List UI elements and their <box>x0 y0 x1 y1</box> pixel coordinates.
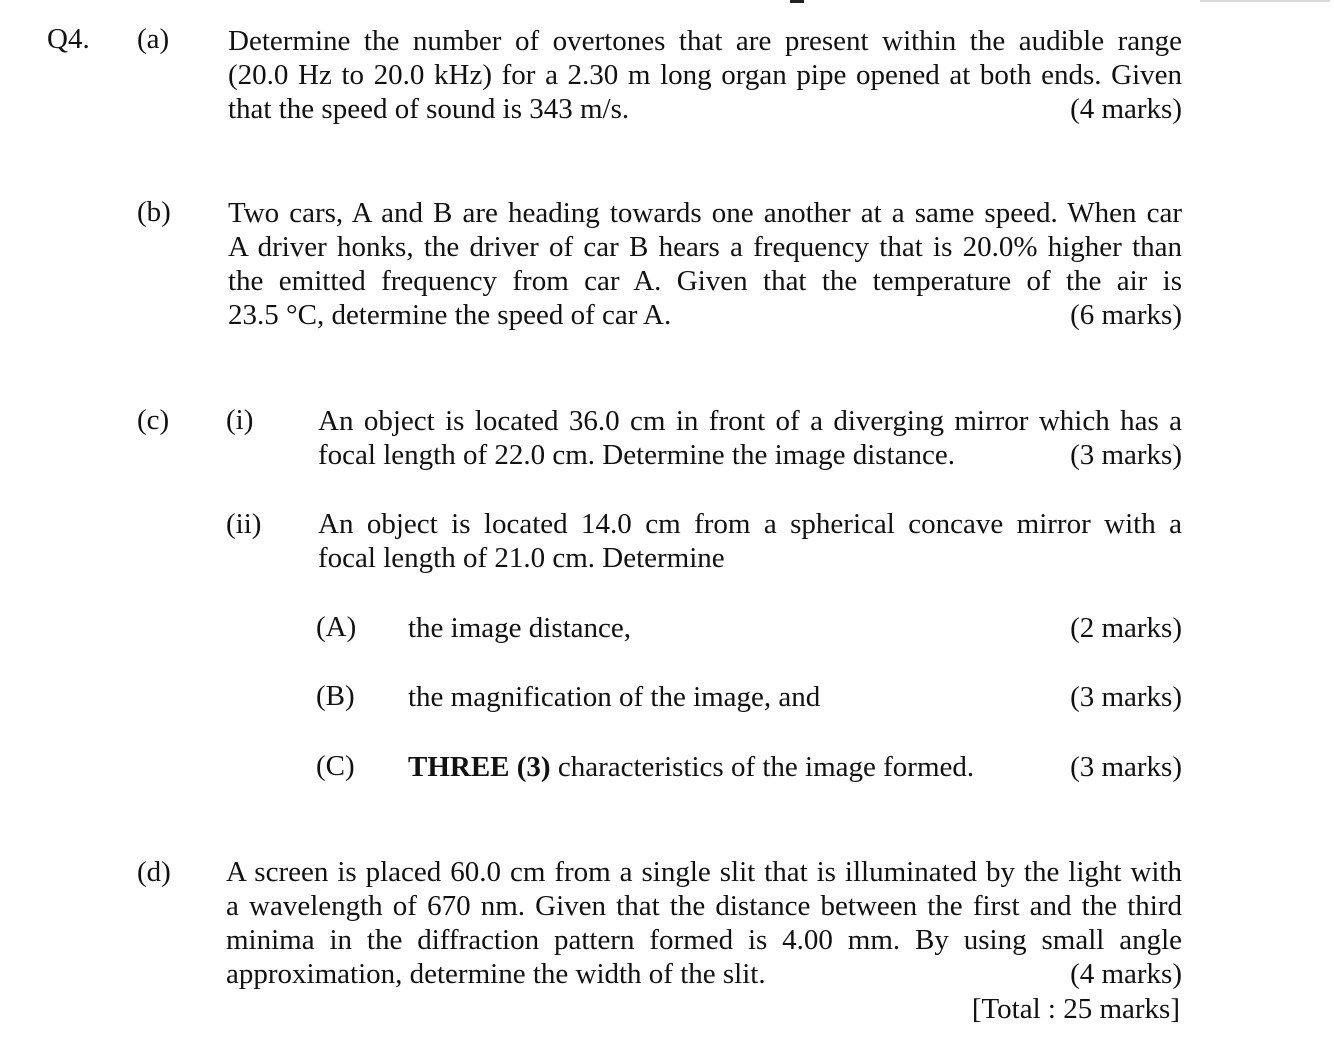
part-d-text <box>226 855 1182 991</box>
part-d-line-4 <box>226 957 1182 991</box>
part-a-line-3 <box>228 92 1182 126</box>
part-d-line-2: a wavelength of 670 nm. Given that the distance between the first and the third <box>226 890 1182 922</box>
part-a-line-1: Determine the number of overtones that are present within the audible range <box>228 25 1182 57</box>
total-marks: [Total : 25 marks] <box>971 993 1180 1025</box>
part-a-marks: (4 marks) <box>1070 93 1182 125</box>
part-c-ii-C-label: (C) <box>316 750 355 782</box>
part-c-ii-A-row <box>408 611 1182 645</box>
part-d-line-4-text: approximation, determine the width of the slit. <box>226 958 766 990</box>
part-c-ii-C-bold: THREE (3) <box>408 751 551 783</box>
part-b-label: (b) <box>137 196 171 228</box>
part-d-line-1: A screen is placed 60.0 cm from a single slit that is illuminated by the light with <box>226 856 1182 888</box>
part-c-ii-A-label: (A) <box>316 611 357 643</box>
part-c-ii-A-text: the image distance, <box>408 612 632 644</box>
part-c-ii-line-1: An object is located 14.0 cm from a spherical concave mirror with a <box>318 508 1182 540</box>
part-d-label: (d) <box>137 856 171 888</box>
part-c-ii-B-label: (B) <box>316 680 355 712</box>
part-c-i-line-2 <box>318 438 1182 472</box>
part-c-ii-C-text-wrap <box>408 750 974 784</box>
part-a-label: (a) <box>137 23 170 55</box>
part-c-i-line-2-text: focal length of 22.0 cm. Determine the image distance. <box>318 439 955 471</box>
part-b-text <box>228 196 1182 332</box>
part-c-ii-B-marks: (3 marks) <box>1070 681 1182 713</box>
part-a-line-2: (20.0 Hz to 20.0 kHz) for a 2.30 m long organ pipe opened at both ends. Given <box>228 59 1182 91</box>
part-c-i-text <box>318 404 1182 472</box>
part-c-label: (c) <box>137 404 170 436</box>
part-d-marks: (4 marks) <box>1070 958 1182 990</box>
part-b-line-4-text: 23.5 °C, determine the speed of car A. <box>228 299 672 331</box>
part-c-ii-text <box>318 507 1182 575</box>
part-c-ii-A-marks: (2 marks) <box>1070 612 1182 644</box>
question-number: Q4. <box>47 23 90 55</box>
part-c-i-marks: (3 marks) <box>1070 439 1182 471</box>
part-b-marks: (6 marks) <box>1070 299 1182 331</box>
part-a-text <box>228 24 1182 126</box>
part-c-ii-C-row <box>408 750 1182 784</box>
part-c-i-label: (i) <box>226 404 254 436</box>
part-c-ii-line-2: focal length of 21.0 cm. Determine <box>318 542 725 574</box>
part-c-ii-C-text: characteristics of the image formed. <box>550 751 975 783</box>
part-a-line-3-text: that the speed of sound is 343 m/s. <box>228 93 630 125</box>
part-b-line-3: the emitted frequency from car A. Given that the temperature of the air is <box>228 265 1182 297</box>
scan-artifact-line <box>1200 0 1330 2</box>
part-c-ii-B-row <box>408 680 1182 714</box>
part-c-ii-label: (ii) <box>226 508 262 540</box>
part-c-i-line-1: An object is located 36.0 cm in front of a diverging mirror which has a <box>318 405 1182 437</box>
part-c-ii-C-marks: (3 marks) <box>1070 751 1182 783</box>
part-b-line-4 <box>228 298 1182 332</box>
part-b-line-1: Two cars, A and B are heading towards one another at a same speed. When car <box>228 197 1182 229</box>
scan-artifact-mark <box>790 0 804 3</box>
part-d-line-3: minima in the diffraction pattern formed is 4.00 mm. By using small angle <box>226 924 1182 956</box>
part-c-ii-B-text: the magnification of the image, and <box>408 681 821 713</box>
part-b-line-2: A driver honks, the driver of car B hears a frequency that is 20.0% higher than <box>228 231 1182 263</box>
